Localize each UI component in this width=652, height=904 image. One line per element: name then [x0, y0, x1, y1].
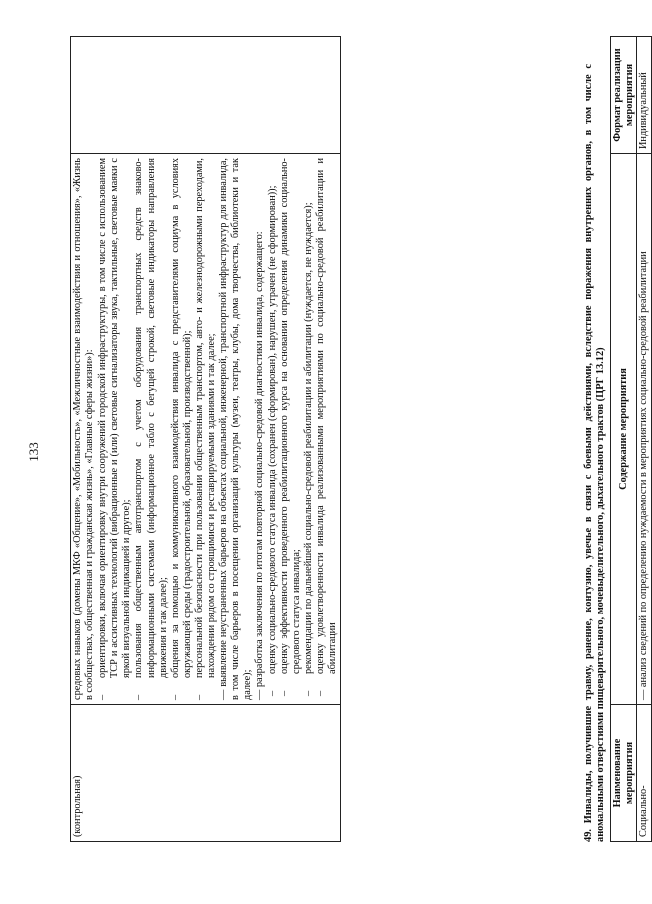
list-item — [279, 158, 303, 696]
table-cell: Индивидуальный — [637, 37, 652, 154]
list-item-text: оценку социально-средового статуса инвалида (сохранен (сформирован), нарушен, утрачен (не сформирован)); — [266, 185, 278, 674]
list-item-text: оценку эффективности проведенного реабилитационного курса на основании определения динамики социально-средового статуса инвалида; — [278, 158, 302, 674]
list-item — [303, 158, 315, 696]
section-49-table — [610, 36, 652, 842]
measure-name-cell: (контрольная) — [71, 705, 341, 842]
dash-marker: – — [302, 690, 314, 696]
column-header: Наименование мероприятия — [611, 705, 637, 842]
dash-marker: – — [97, 694, 109, 700]
section-heading: 49. Инвалиды, получившие травму, ранение, контузию, увечье в связи с боевыми действиями, вследствие поражения внутренних органов, в том числе с аномальными отверстиями пищеварительного, мочевыделительного, дыхательного трактов (ЦРГ 13.12) — [583, 64, 606, 842]
measure-format-cell — [71, 37, 341, 154]
list-item-text: пользования общественным автотранспортом с учетом оборудования транспортных средств знаково-информационными системами (информационное табло с бегущей строкой, световые индикаторы направления движения и так далее); — [133, 158, 169, 678]
dash-marker: – — [314, 690, 326, 696]
list-item — [194, 158, 218, 700]
dash-marker: – — [278, 690, 290, 696]
list-item — [170, 158, 194, 700]
column-header: Содержание мероприятия — [611, 154, 637, 705]
dash-marker: – — [266, 690, 278, 696]
list-item-text: оценку удовлетворенности инвалида реализованными мероприятиями по социально-средовой реабилитации и абилитации — [314, 158, 338, 674]
page-number: 133 — [26, 442, 41, 462]
dash-marker: – — [133, 694, 145, 700]
dash-marker: – — [193, 694, 205, 700]
content-paragraph: — разработка заключения по итогам повторной социально-средовой диагностики инвалида, содержащего: — [254, 231, 266, 700]
column-header: Формат реализации мероприятия — [611, 37, 637, 154]
table-cell: Социально- — [637, 705, 652, 842]
content-intro: средовых навыков (домены МКФ «Общение», «Мобильность», «Межличностные взаимодействия и отношения», «Жизнь в сообществах, общественная и гражданская жизнь», «Главные сферы жизни»): — [72, 158, 96, 700]
table-row — [637, 37, 652, 842]
list-item — [315, 158, 339, 696]
list-item-text: рекомендации по дальнейшей социально-средовой реабилитации и абилитации (нуждается, не нуждается); — [302, 202, 314, 674]
dash-marker: – — [169, 694, 181, 700]
list-item-text: ориентировки, включая ориентировку внутри сооружений городской инфраструктуры, в том числе с использованием ТСР и ассистивных технологий (вибрационные и (или) световые сигнализаторы звука, тактильные, световые маяки с яркой визуальной индикацией и другое); — [97, 158, 133, 678]
rehabilitation-table — [70, 36, 341, 842]
table-header-row — [611, 37, 637, 842]
list-item — [97, 158, 133, 700]
measure-content-cell — [71, 154, 341, 705]
table-row — [71, 37, 341, 842]
list-item — [267, 158, 279, 696]
list-item — [133, 158, 169, 700]
content-paragraph: — выявление неустраненных барьеров на объектах социальной, инженерной, транспортной инфраструктур для инвалида, в том числе барьеров в посещении организаций культуры (музеи, театры, клубы, дома творчества, библиотеки и так далее); — [218, 158, 254, 700]
table-cell: — анализ сведений по определению нуждаемости в мероприятиях социально-средовой реабилитации — [637, 154, 652, 705]
list-item-text: общения за помощью и коммуникативного взаимодействия инвалида с представителями социума в условиях окружающей среды (градостроительной, образовательной, производственной); — [169, 158, 193, 678]
list-item-text: персональной безопасности при пользовании общественным транспортом, авто- и железнодорожными переходами, нахождении рядом со строящимися и реставрируемыми зданиями и так далее; — [193, 158, 218, 678]
